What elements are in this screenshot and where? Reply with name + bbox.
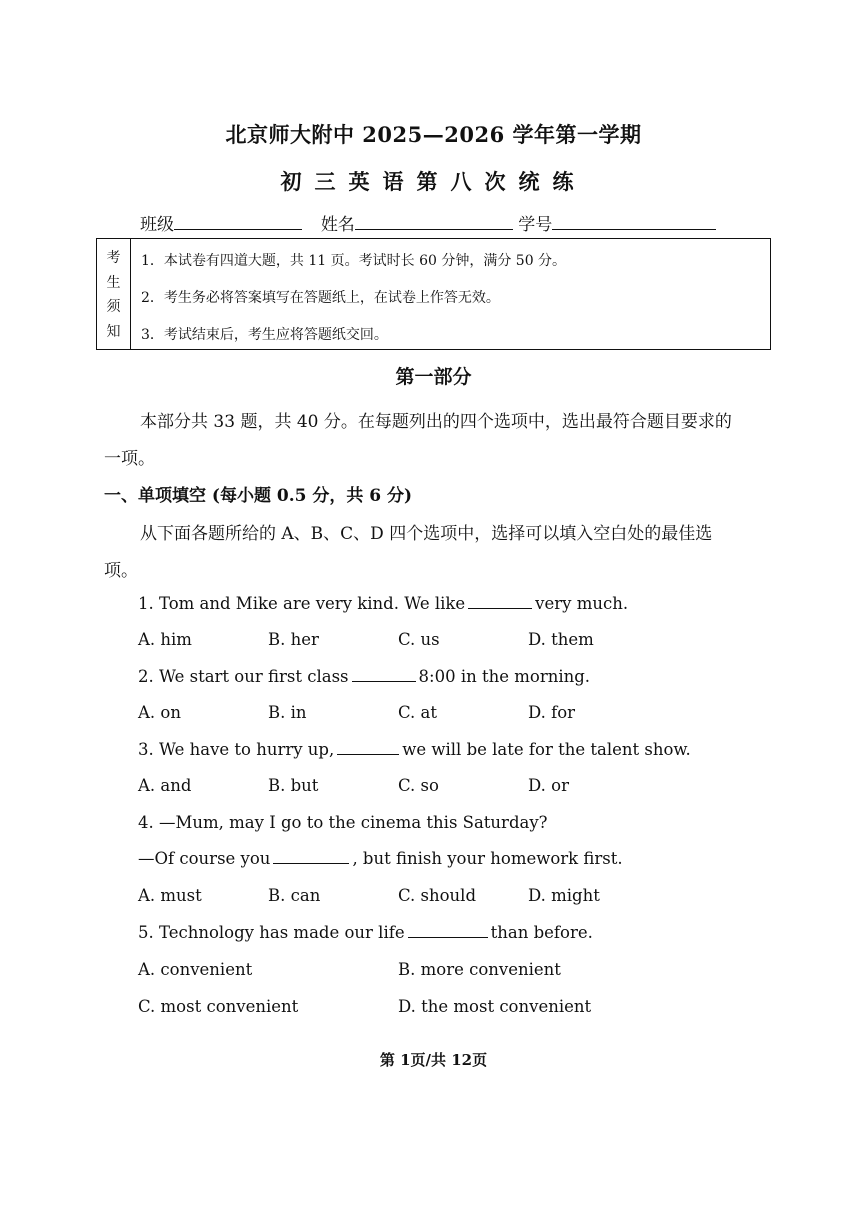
notice-item: 3．考试结束后，考生应将答题纸交回。 [141, 327, 388, 343]
option-a[interactable]: A. must [138, 886, 202, 905]
option-b[interactable]: B. in [268, 703, 307, 722]
option-b[interactable]: B. more convenient [398, 960, 561, 979]
option-d[interactable]: D. or [528, 776, 569, 795]
option-c[interactable]: C. most convenient [138, 997, 299, 1016]
section-title: 一、单项填空 (每小题 0.5 分，共 6 分) [104, 486, 413, 506]
option-a[interactable]: A. and [138, 776, 192, 795]
option-a[interactable]: A. on [138, 703, 181, 722]
name-field[interactable] [355, 213, 513, 230]
class-field[interactable] [174, 213, 302, 230]
option-c[interactable]: C. us [398, 630, 440, 649]
option-c[interactable]: C. so [398, 776, 439, 795]
option-b[interactable]: B. her [268, 630, 319, 649]
answer-blank[interactable] [408, 923, 488, 938]
option-d[interactable]: D. for [528, 703, 576, 722]
notice-label-char: 知 [106, 323, 121, 340]
part-intro-line: 一项。 [104, 449, 155, 469]
question-4: —Of course you , but finish your homework first. [138, 849, 623, 868]
option-a[interactable]: A. convenient [138, 960, 253, 979]
option-c[interactable]: C. at [398, 703, 437, 722]
class-label: 班级 [140, 215, 174, 235]
option-d[interactable]: D. might [528, 886, 600, 905]
question-5: 5. Technology has made our life than before. [138, 923, 593, 942]
section-intro-line: 项。 [104, 561, 138, 581]
name-label: 姓名 [320, 215, 355, 235]
page-number: 第 1页/共 12页 [379, 1051, 488, 1069]
part-intro-line: 本部分共 33 题，共 40 分。在每题列出的四个选项中，选出最符合题目要求的 [140, 412, 732, 432]
exam-title: 初三英语第八次统练 [280, 169, 587, 194]
notice-item: 2．考生务必将答案填写在答题纸上，在试卷上作答无效。 [141, 290, 500, 306]
answer-blank[interactable] [337, 740, 399, 755]
exam-notice-box [96, 238, 771, 350]
option-b[interactable]: B. but [268, 776, 319, 795]
question-3: 3. We have to hurry up, we will be late for the talent show. [138, 740, 691, 759]
option-d[interactable]: D. the most convenient [398, 997, 592, 1016]
answer-blank[interactable] [273, 849, 349, 864]
notice-label [97, 239, 131, 349]
question-2: 2. We start our first class 8:00 in the morning. [138, 667, 591, 686]
option-b[interactable]: B. can [268, 886, 321, 905]
school-term-title: 北京师大附中 2025—2026 学年第一学期 [225, 122, 642, 147]
section-intro-line: 从下面各题所给的 A、B、C、D 四个选项中，选择可以填入空白处的最佳选 [140, 524, 713, 544]
part-title: 第一部分 [395, 366, 472, 388]
notice-item: 1．本试卷有四道大题，共 11 页。考试时长 60 分钟，满分 50 分。 [141, 253, 567, 269]
notice-label-char: 考 [106, 250, 121, 267]
question-1: 1. Tom and Mike are very kind. We like very much. [138, 594, 629, 613]
answer-blank[interactable] [468, 594, 532, 609]
answer-blank[interactable] [352, 667, 416, 682]
id-field[interactable] [552, 213, 716, 230]
option-a[interactable]: A. him [138, 630, 192, 649]
question-4-line1: 4. —Mum, may I go to the cinema this Saturday? [138, 813, 548, 832]
id-label: 学号 [518, 215, 553, 235]
notice-label-char: 生 [106, 274, 121, 291]
notice-label-char: 须 [106, 299, 121, 316]
student-info-row [140, 210, 716, 235]
option-c[interactable]: C. should [398, 886, 477, 905]
option-d[interactable]: D. them [528, 630, 594, 649]
